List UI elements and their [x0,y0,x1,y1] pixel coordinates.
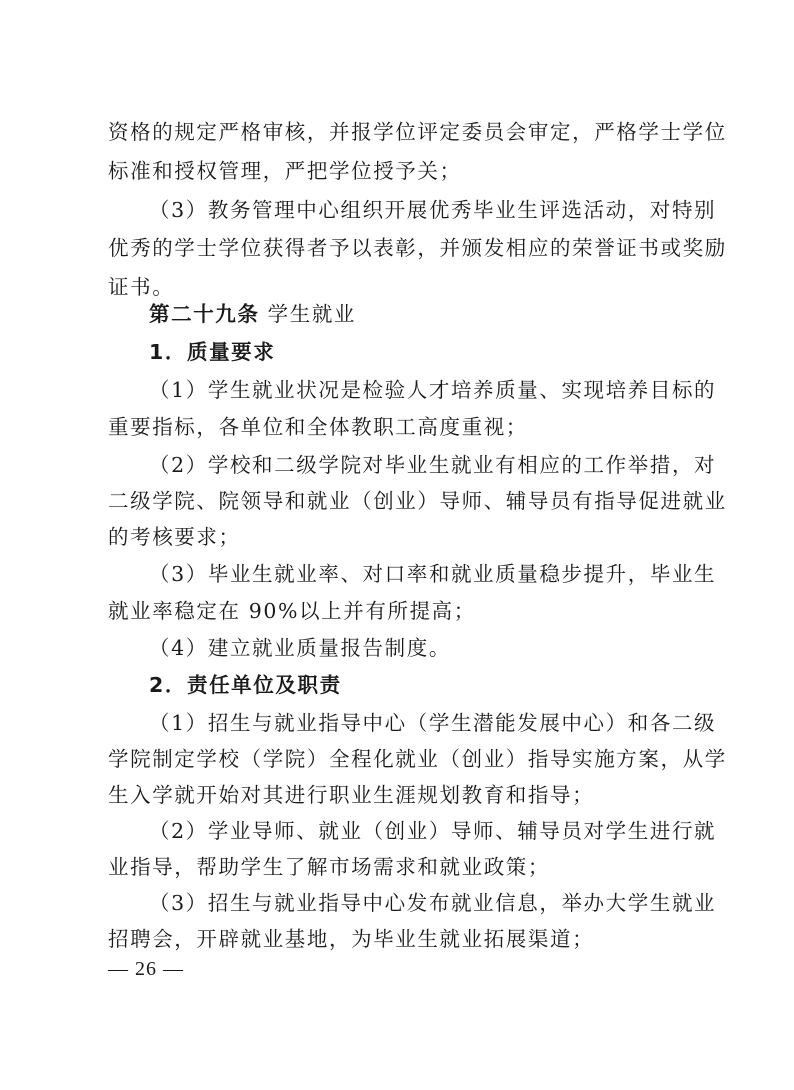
paragraph-line: 学院制定学校（学院）全程化就业（创业）指导实施方案，从学 [108,747,727,771]
paragraph-line: 就业率稳定在 90%以上并有所提高； [108,599,476,623]
paragraph-line: 业指导，帮助学生了解市场需求和就业政策； [108,855,550,879]
paragraph-line: （1）学生就业状况是检验人才培养质量、实现培养目标的 [149,378,717,402]
paragraph-line: （1）招生与就业指导中心（学生潜能发展中心）和各二级 [149,711,717,735]
paragraph-line: （3）毕业生就业率、对口率和就业质量稳步提升，毕业生 [149,562,717,586]
paragraph-line: 证书。 [108,275,175,299]
paragraph-line: 的考核要求； [108,525,241,549]
paragraph-line: （3）招生与就业指导中心发布就业信息，举办大学生就业 [149,891,717,915]
paragraph-line: （2）学业导师、就业（创业）导师、辅导员对学生进行就 [149,819,717,843]
article-number: 第二十九条 [149,302,260,326]
section-heading-responsibility: 2．责任单位及职责 [149,673,342,697]
page-number: — 26 — [108,958,184,980]
paragraph-line: 标准和授权管理，严把学位授予关； [108,159,462,183]
paragraph-line: （3）教务管理中心组织开展优秀毕业生评选活动，对特别 [149,198,717,222]
paragraph-line: （2）学校和二级学院对毕业生就业有相应的工作举措，对 [149,453,717,477]
paragraph-line: 生入学就开始对其进行职业生涯规划教育和指导； [108,783,595,807]
article-heading [149,300,698,328]
article-title: 学生就业 [259,302,357,326]
paragraph-line: （4）建立就业质量报告制度。 [149,636,451,660]
paragraph-line: 重要指标，各单位和全体教职工高度重视； [108,415,528,439]
paragraph-line: 资格的规定严格审核，并报学位评定委员会审定，严格学士学位 [108,120,727,144]
paragraph-line: 优秀的学士学位获得者予以表彰，并颁发相应的荣誉证书或奖励 [108,236,727,260]
paragraph-line: 二级学院、院领导和就业（创业）导师、辅导员有指导促进就业 [108,489,727,513]
section-heading-quality: 1．质量要求 [149,340,276,364]
paragraph-line: 招聘会，开辟就业基地，为毕业生就业拓展渠道； [108,927,595,951]
